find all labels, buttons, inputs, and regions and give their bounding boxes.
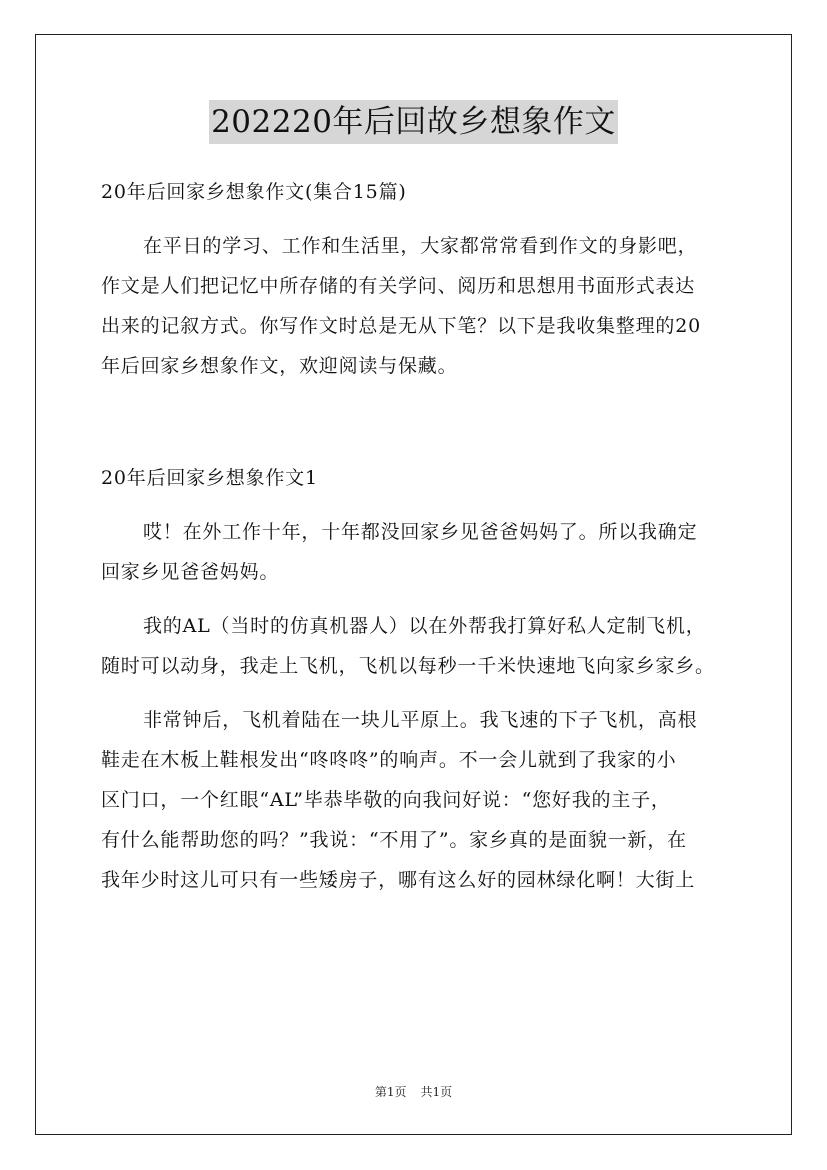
document-title: 202220年后回故乡想象作文 [209, 100, 618, 144]
section-gap [101, 440, 731, 458]
paragraph-line: 回家乡见爸爸妈妈。 [101, 561, 280, 583]
page-total: 共1页 [420, 1085, 453, 1099]
paragraph-line: 我年少时这儿可只有一些矮房子，哪有这么好的园林绿化啊！大街上 [101, 869, 696, 891]
intro-line: 在平日的学习、工作和生活里，大家都常常看到作文的身影吧， [143, 235, 698, 257]
paragraph-line: 哎！在外工作十年，十年都没回家乡见爸爸妈妈了。所以我确定 [143, 521, 698, 543]
paragraph-line: 区门口，一个红眼“AL”毕恭毕敬的向我问好说：“您好我的主子， [101, 789, 671, 811]
section-heading: 20年后回家乡想象作文1 [101, 467, 318, 489]
document-body [101, 172, 731, 900]
page-number: 第1页 [374, 1085, 407, 1099]
title-container [0, 100, 827, 144]
paragraph-line: 鞋走在木板上鞋根发出“咚咚咚”的响声。不一会儿就到了我家的小 [101, 749, 677, 771]
intro-line: 出来的记叙方式。你写作文时总是无从下笔？以下是我收集整理的20 [101, 315, 701, 337]
intro-paragraph [101, 226, 731, 386]
intro-line: 作文是人们把记忆中所存储的有关学问、阅历和思想用书面形式表达 [101, 275, 696, 297]
intro-line: 年后回家乡想象作文，欢迎阅读与保藏。 [101, 355, 458, 377]
body-paragraph [101, 512, 731, 592]
body-paragraph [101, 700, 731, 900]
body-paragraph [101, 606, 731, 686]
section-gap [101, 404, 731, 422]
paragraph-line: 有什么能帮助您的吗？”我说：“不用了”。家乡真的是面貌一新，在 [101, 829, 687, 851]
section-gap [101, 422, 731, 440]
section-gap [101, 386, 731, 404]
paragraph-line: 随时可以动身，我走上飞机，飞机以每秒一千米快速地飞向家乡家乡。 [101, 655, 715, 677]
document-subtitle: 20年后回家乡想象作文(集合15篇) [101, 181, 407, 203]
page-footer [0, 1083, 827, 1100]
paragraph-line: 我的AL（当时的仿真机器人）以在外帮我打算好私人定制飞机， [143, 615, 706, 637]
paragraph-line: 非常钟后，飞机着陆在一块儿平原上。我飞速的下子飞机，高根 [143, 709, 698, 731]
